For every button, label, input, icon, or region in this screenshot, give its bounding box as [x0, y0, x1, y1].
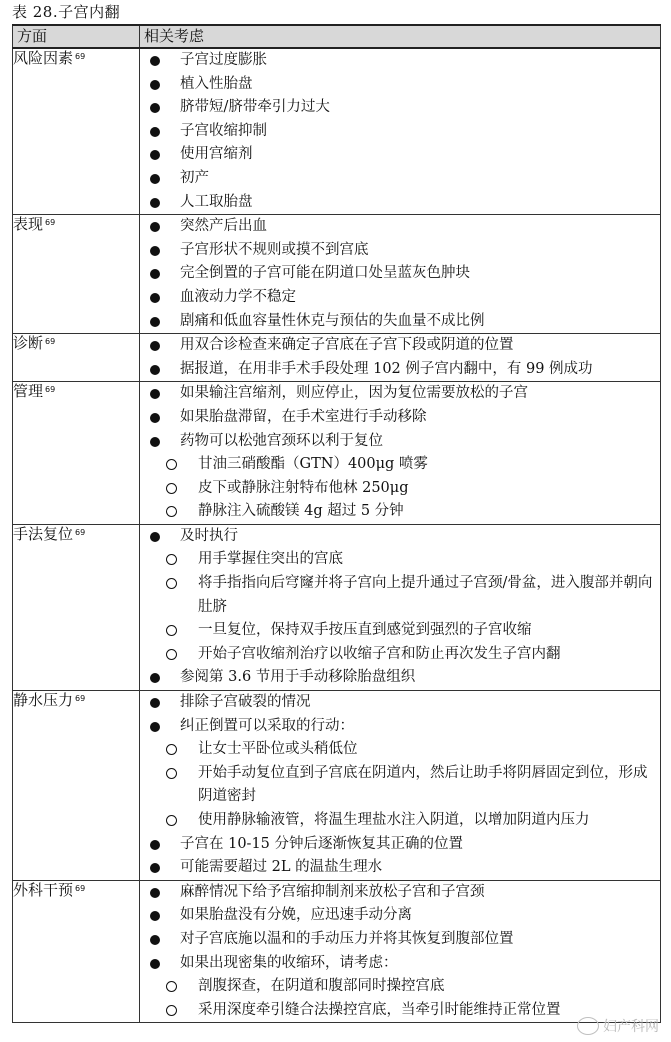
bullet-item: [140, 120, 660, 144]
filled-bullet-icon: [150, 935, 160, 945]
bullet-item: [140, 73, 660, 97]
table-header-row: [13, 25, 661, 48]
filled-bullet-icon: [150, 198, 160, 208]
considerations-cell: [140, 382, 661, 525]
bullet-item: [140, 881, 660, 905]
hollow-circle-icon: [166, 578, 177, 589]
filled-bullet-icon: [150, 673, 160, 683]
filled-bullet-icon: [150, 389, 160, 399]
item-text: 如果胎盘滞留，在手术室进行手动移除: [180, 408, 427, 425]
hollow-circle-icon: [166, 459, 177, 470]
item-text: 及时执行: [180, 527, 238, 544]
aspect-cell: [13, 524, 140, 690]
item-text: 开始子宫收缩剂治疗以收缩子宫和防止再次发生子宫内翻: [198, 645, 561, 662]
item-text: 纠正倒置可以采取的行动：: [180, 717, 354, 734]
reference-superscript: 69: [75, 883, 86, 893]
hollow-circle-icon: [166, 483, 177, 494]
aspect-label: 风险因素: [13, 49, 74, 67]
reference-superscript: 69: [45, 218, 56, 228]
item-text: 完全倒置的子宫可能在阴道口处呈蓝灰色肿块: [180, 265, 470, 282]
item-text: 参阅第 3.6 节用于手动移除胎盘组织: [180, 669, 416, 686]
uterine-inversion-table: [12, 24, 661, 1023]
item-text: 据报道，在用非手术手段处理 102 例子宫内翻中，有 99 例成功: [180, 360, 593, 377]
bullet-item: [140, 691, 660, 715]
item-text: 皮下或静脉注射特布他林 250μg: [198, 479, 409, 496]
filled-bullet-icon: [150, 532, 160, 542]
bullet-item: [140, 215, 660, 239]
bullet-item: [140, 833, 660, 857]
hollow-circle-icon: [166, 649, 177, 660]
sub-bullet-item: [140, 809, 660, 833]
bullet-item: [140, 191, 660, 215]
filled-bullet-icon: [150, 269, 160, 279]
table-row: [13, 691, 661, 881]
filled-bullet-icon: [150, 698, 160, 708]
item-text: 子宫形状不规则或摸不到宫底: [180, 241, 369, 258]
table-row: [13, 215, 661, 334]
bullet-item: [140, 334, 660, 358]
hollow-circle-icon: [166, 815, 177, 826]
bullet-item: [140, 49, 660, 73]
table-caption: 表 28.子宫内翻: [12, 3, 121, 21]
item-text: 将手指指向后穹窿并将子宫向上提升通过子宫颈/骨盆，进入腹部并朝向肚脐: [198, 575, 653, 615]
hollow-circle-icon: [166, 981, 177, 992]
item-text: 血液动力学不稳定: [180, 288, 296, 305]
hollow-circle-icon: [166, 744, 177, 755]
item-text: 子宫收缩抑制: [180, 122, 267, 139]
item-text: 用双合诊检查来确定子宫底在子宫下段或阴道的位置: [180, 337, 514, 354]
bullet-item: [140, 430, 660, 454]
bullet-item: [140, 382, 660, 406]
bullet-item: [140, 952, 660, 976]
filled-bullet-icon: [150, 174, 160, 184]
bullet-item: [140, 310, 660, 334]
item-text: 脐带短/脐带牵引力过大: [180, 99, 330, 116]
sub-bullet-item: [140, 572, 660, 619]
sub-bullet-item: [140, 548, 660, 572]
item-text: 开始手动复位直到子宫底在阴道内，然后让助手将阴唇固定到位，形成阴道密封: [198, 764, 648, 805]
sub-bullet-item: [140, 500, 660, 524]
filled-bullet-icon: [150, 56, 160, 66]
item-text: 如果胎盘没有分娩，应迅速手动分离: [180, 907, 412, 924]
bullet-item: [140, 525, 660, 549]
wechat-icon: [577, 1017, 599, 1035]
bullet-item: [140, 856, 660, 880]
filled-bullet-icon: [150, 127, 160, 137]
bullet-item: [140, 666, 660, 690]
hollow-circle-icon: [166, 506, 177, 517]
item-text: 一旦复位，保持双手按压直到感觉到强烈的子宫收缩: [198, 622, 532, 639]
filled-bullet-icon: [150, 246, 160, 256]
considerations-cell: [140, 524, 661, 690]
bullet-item: [140, 715, 660, 739]
filled-bullet-icon: [150, 888, 160, 898]
aspect-cell: [13, 382, 140, 525]
filled-bullet-icon: [150, 150, 160, 160]
sub-bullet-item: [140, 975, 660, 999]
hollow-circle-icon: [166, 554, 177, 565]
reference-superscript: 69: [45, 337, 56, 347]
aspect-cell: [13, 880, 140, 1023]
filled-bullet-icon: [150, 365, 160, 375]
aspect-cell: [13, 334, 140, 382]
considerations-cell: [140, 691, 661, 881]
aspect-label: 外科干预: [13, 880, 74, 899]
item-text: 植入性胎盘: [180, 75, 253, 92]
aspect-label: 诊断: [13, 334, 44, 353]
item-text: 使用静脉输液管，将温生理盐水注入阴道，以增加阴道内压力: [198, 812, 590, 828]
hollow-circle-icon: [166, 1005, 177, 1016]
table-row: [13, 382, 661, 525]
filled-bullet-icon: [150, 959, 160, 969]
bullet-item: [140, 96, 660, 120]
item-text: 初产: [180, 169, 209, 186]
reference-superscript: 69: [75, 527, 86, 537]
filled-bullet-icon: [150, 722, 160, 732]
hollow-circle-icon: [166, 768, 177, 779]
bullet-item: [140, 167, 660, 191]
considerations-cell: [140, 334, 661, 382]
considerations-cell: [140, 215, 661, 334]
filled-bullet-icon: [150, 840, 160, 850]
filled-bullet-icon: [150, 341, 160, 351]
header-considerations: 相关考虑: [140, 25, 661, 48]
watermark: [577, 1016, 659, 1036]
table-body: [13, 48, 661, 1023]
filled-bullet-icon: [150, 863, 160, 873]
reference-superscript: 69: [75, 694, 86, 704]
item-text: 用手掌握住突出的宫底: [198, 551, 343, 568]
item-text: 排除子宫破裂的情况: [180, 694, 311, 711]
table-row: [13, 524, 661, 690]
item-text: 如果出现密集的收缩环，请考虑：: [180, 954, 398, 971]
filled-bullet-icon: [150, 317, 160, 327]
bullet-item: [140, 928, 660, 952]
item-text: 使用宫缩剂: [180, 146, 253, 163]
sub-bullet-item: [140, 619, 660, 643]
bullet-item: [140, 286, 660, 310]
sub-bullet-item: [140, 477, 660, 501]
item-text: 甘油三硝酸酯（GTN）400μg 喷雾: [198, 456, 428, 473]
filled-bullet-icon: [150, 103, 160, 113]
aspect-cell: [13, 691, 140, 881]
item-text: 麻醉情况下给予宫缩抑制剂来放松子宫和子宫颈: [180, 883, 485, 900]
filled-bullet-icon: [150, 413, 160, 423]
item-text: 静脉注入硫酸镁 4g 超过 5 分钟: [198, 503, 404, 520]
bullet-item: [140, 143, 660, 167]
reference-superscript: 69: [75, 52, 86, 61]
sub-bullet-item: [140, 738, 660, 762]
sub-bullet-item: [140, 643, 660, 667]
considerations-cell: [140, 880, 661, 1023]
item-text: 剖腹探查，在阴道和腹部同时操控宫底: [198, 978, 445, 995]
item-text: 药物可以松弛宫颈环以利于复位: [180, 432, 383, 449]
filled-bullet-icon: [150, 222, 160, 232]
table-row: [13, 48, 661, 215]
item-text: 可能需要超过 2L 的温盐生理水: [180, 859, 383, 876]
watermark-text: 妇产科网: [603, 1019, 659, 1035]
header-aspect: 方面: [13, 25, 140, 48]
bullet-item: [140, 904, 660, 928]
table-row: [13, 334, 661, 382]
item-text: 让女士平卧位或头稍低位: [198, 741, 358, 758]
item-text: 如果输注宫缩剂，则应停止，因为复位需要放松的子宫: [180, 385, 528, 402]
reference-superscript: 69: [45, 385, 56, 395]
aspect-label: 静水压力: [13, 691, 74, 710]
sub-bullet-item: [140, 762, 660, 809]
item-text: 采用深度牵引缝合法操控宫底，当牵引时能维持正常位置: [198, 1001, 561, 1018]
item-text: 子宫在 10-15 分钟后逐渐恢复其正确的位置: [180, 835, 464, 852]
aspect-cell: [13, 215, 140, 334]
bullet-item: [140, 406, 660, 430]
item-text: 子宫过度膨胀: [180, 52, 267, 68]
hollow-circle-icon: [166, 625, 177, 636]
aspect-cell: [13, 48, 140, 215]
item-text: 剧痛和低血容量性休克与预估的失血量不成比例: [180, 312, 485, 329]
filled-bullet-icon: [150, 80, 160, 90]
bullet-item: [140, 358, 660, 382]
item-text: 突然产后出血: [180, 218, 267, 235]
considerations-cell: [140, 48, 661, 215]
table-row: [13, 880, 661, 1023]
bullet-item: [140, 262, 660, 286]
aspect-label: 手法复位: [13, 524, 74, 543]
aspect-label: 表现: [13, 215, 44, 234]
item-text: 对子宫底施以温和的手动压力并将其恢复到腹部位置: [180, 930, 514, 947]
bullet-item: [140, 239, 660, 263]
item-text: 人工取胎盘: [180, 193, 253, 210]
filled-bullet-icon: [150, 911, 160, 921]
sub-bullet-item: [140, 453, 660, 477]
filled-bullet-icon: [150, 437, 160, 447]
aspect-label: 管理: [13, 382, 44, 401]
filled-bullet-icon: [150, 293, 160, 303]
